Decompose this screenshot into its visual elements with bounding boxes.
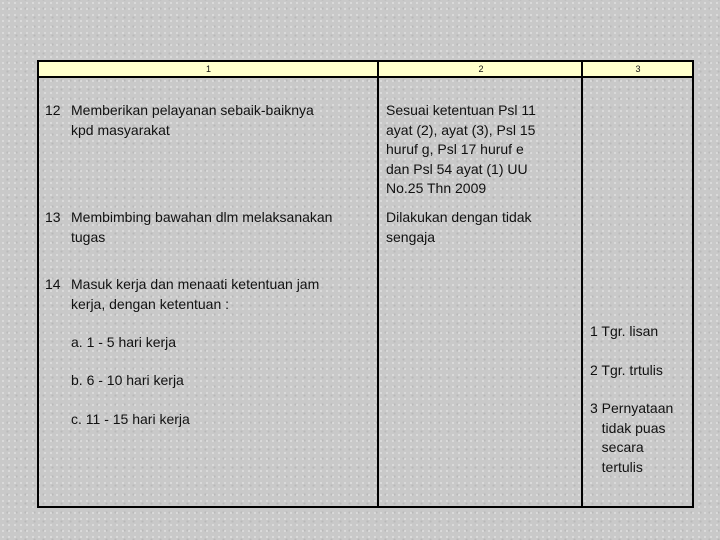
header-col-1: 1 <box>205 64 211 74</box>
row-13-desc-line-2: tugas <box>71 228 106 245</box>
row-13-number: 13 <box>45 209 61 225</box>
sanction-3-line-3: secara <box>590 439 644 455</box>
row-14-number: 14 <box>45 276 61 292</box>
table-header-row <box>37 60 694 78</box>
sanction-1: 1 Tgr. lisan <box>590 323 659 339</box>
row-14-sub-item-c: c. 11 - 15 hari kerja <box>71 411 190 427</box>
header-col-3: 3 <box>635 64 641 74</box>
row-13-desc-line-1: Membimbing bawahan dlm melaksanakan <box>71 209 333 225</box>
sanction-3-line-1: 3 Pernyataan <box>590 400 674 416</box>
sanction-3-line-4: tertulis <box>590 458 643 475</box>
row-12-desc-line-1: Memberikan pelayanan sebaik-baiknya <box>71 102 314 118</box>
row-12-desc-line-2: kpd masyarakat <box>71 121 170 138</box>
sanction-3-line-2: tidak puas <box>590 419 666 436</box>
row-13-basis-line-2: sengaja <box>386 228 436 245</box>
row-14-sub-item-a: a. 1 - 5 hari kerja <box>71 334 177 350</box>
column-divider-2 <box>581 60 583 508</box>
row-14-desc-line-1: Masuk kerja dan menaati ketentuan jam <box>71 276 320 292</box>
row-12-number: 12 <box>45 102 61 118</box>
header-col-2: 2 <box>478 64 484 74</box>
row-13-basis-line-1: Dilakukan dengan tidak <box>386 209 532 225</box>
sanction-2: 2 Tgr. trtulis <box>590 362 663 378</box>
column-divider-1 <box>377 60 379 508</box>
row-14-sub-item-b: b. 6 - 10 hari kerja <box>71 372 184 388</box>
row-12-basis-line-3: huruf g, Psl 17 huruf e <box>386 141 524 157</box>
row-12-basis-line-2: ayat (2), ayat (3), Psl 15 <box>386 121 536 138</box>
row-14-desc-line-2: kerja, dengan ketentuan : <box>71 295 230 312</box>
row-12-basis-line-1: Sesuai ketentuan Psl 11 <box>386 102 536 118</box>
row-12-basis-line-4: dan Psl 54 ayat (1) UU <box>386 160 528 177</box>
row-12-basis-line-5: No.25 Thn 2009 <box>386 180 487 196</box>
